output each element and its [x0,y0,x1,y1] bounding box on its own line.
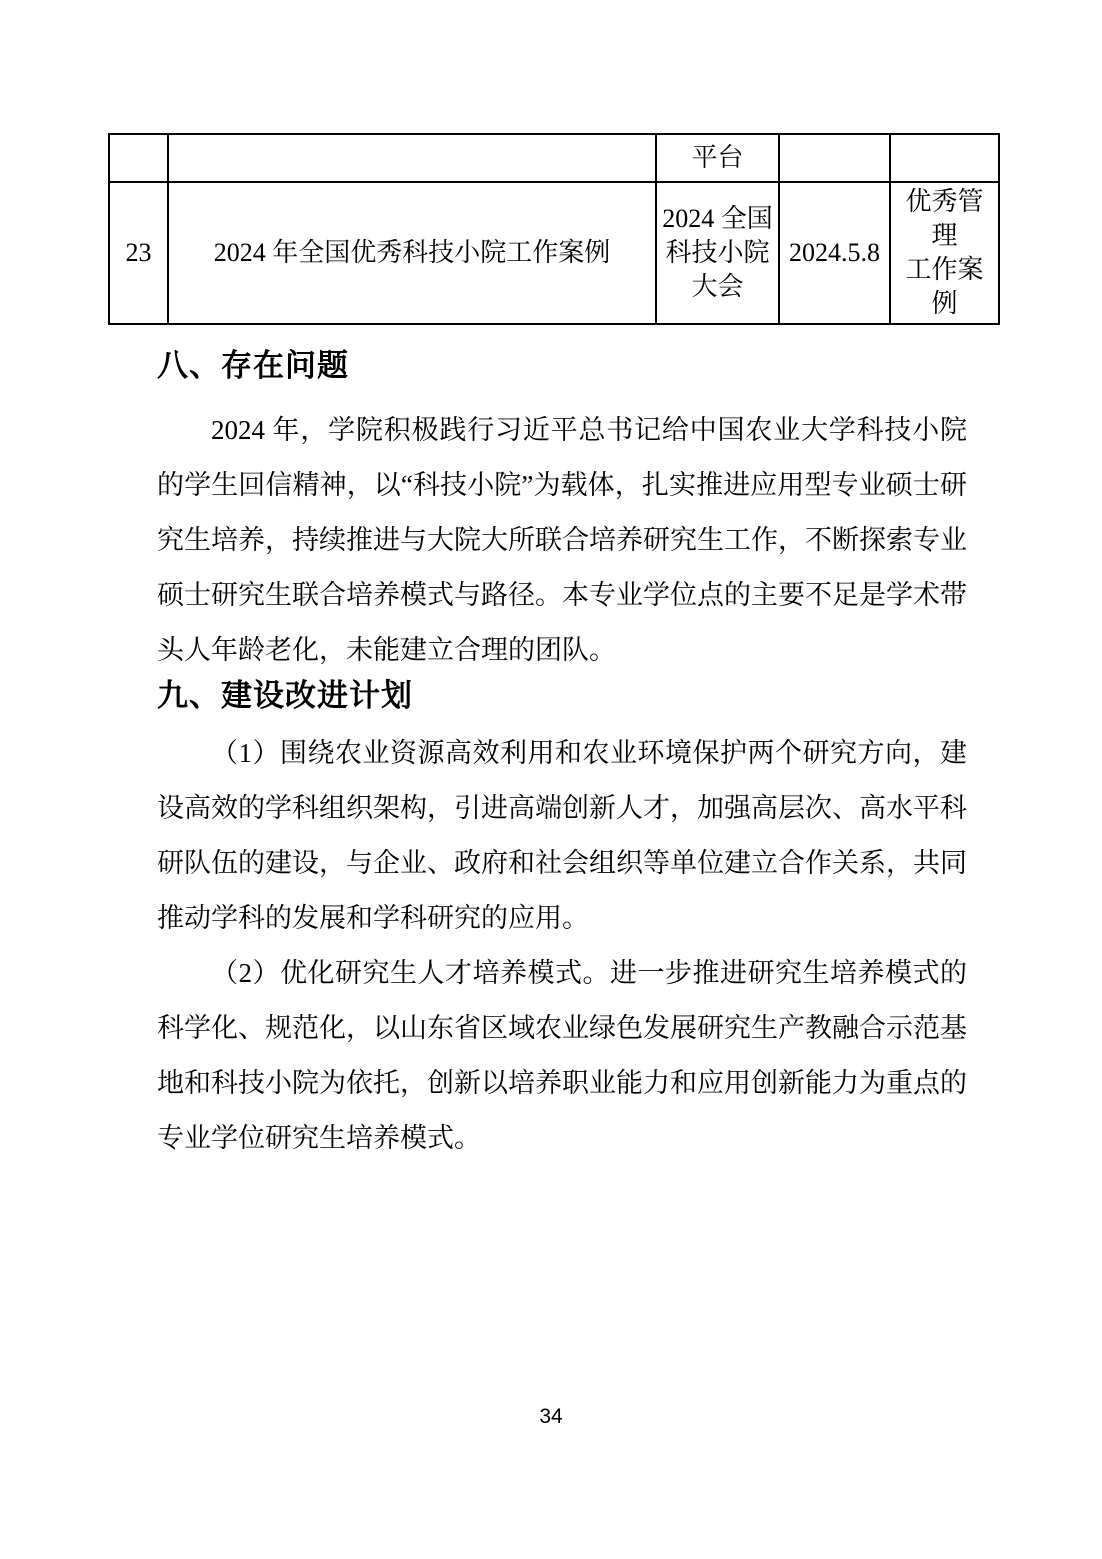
cell-line: 2024 全国 [662,204,773,233]
table-row [109,182,999,324]
paragraph-line: 科学化、规范化，以山东省区域农业绿色发展研究生产教融合示范基 [157,1013,967,1043]
paragraph [157,403,967,678]
table-cell-award [890,182,999,324]
page-number: 34 [539,1405,563,1428]
table-cell-award [890,134,999,182]
page-content [157,348,967,1166]
table-cell-index: 23 [109,182,168,324]
paragraph-line: 硕士研究生联合培养模式与路径。本专业学位点的主要不足是学术带 [157,580,967,610]
paragraph-line: （2）优化研究生人才培养模式。进一步推进研究生培养模式的 [211,958,967,988]
table-cell-platform: 平台 [656,134,779,182]
paragraph-line: 地和科技小院为依托，创新以培养职业能力和应用创新能力为重点的 [157,1068,967,1098]
section-heading-8: 八、存在问题 [157,348,349,383]
cell-line: 工作案例 [905,255,984,318]
table-cell-date: 2024.5.8 [779,182,890,324]
paragraph-line: 的学生回信精神，以“科技小院”为载体，扎实推进应用型专业硕士研 [157,470,967,500]
table-cell-date [779,134,890,182]
table-cell-platform [656,182,779,324]
paragraph-line: 究生培养，持续推进与大院大所联合培养研究生工作，不断探索专业 [157,525,967,555]
paragraph-line: 头人年龄老化，未能建立合理的团队。 [157,635,616,665]
table-cell-index [109,134,168,182]
paragraph-line: 设高效的学科组织架构，引进高端创新人才，加强高层次、高水平科 [157,793,967,823]
paragraph-line: 专业学位研究生培养模式。 [157,1123,481,1153]
paragraph [157,946,967,1166]
paragraph [157,726,967,946]
paragraph-line: （1）围绕农业资源高效利用和农业环境保护两个研究方向，建 [211,738,967,768]
table-cell-name [168,134,656,182]
paragraph-line: 推动学科的发展和学科研究的应用。 [157,903,589,933]
cell-line: 科技小院 [665,238,770,267]
cell-line: 优秀管理 [905,187,984,250]
cell-line: 大会 [691,272,744,301]
table-row [109,134,999,182]
paragraph-line: 2024 年，学院积极践行习近平总书记给中国农业大学科技小院 [211,415,967,445]
awards-table [108,133,998,325]
section-heading-9: 九、建设改进计划 [157,678,413,713]
paragraph-line: 研队伍的建设，与企业、政府和社会组织等单位建立合作关系，共同 [157,848,967,878]
table-cell-name: 2024 年全国优秀科技小院工作案例 [168,182,656,324]
awards-table-grid [108,133,1000,325]
